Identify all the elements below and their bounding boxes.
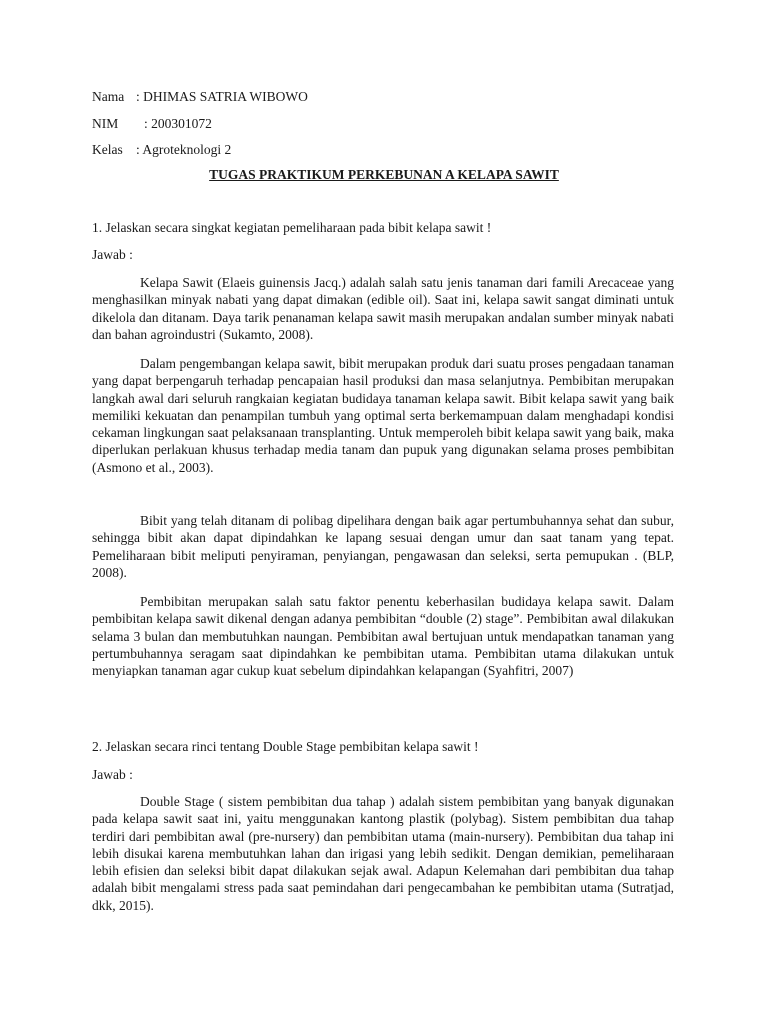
- class-label: Kelas: [92, 142, 123, 157]
- answer-label-2: Jawab :: [92, 767, 133, 782]
- q1-paragraph-1: Kelapa Sawit (Elaeis guinensis Jacq.) adalah salah satu jenis tanaman dari famili Arecaceae yang menghasilkan minyak nabati yang dapat dimakan (edible oil). Saat ini, kelapa sawit sangat diminati untuk dikelola dan ditanam. Daya tarik penanaman kelapa sawit masih merupakan andalan sumber minyak nabati dan bahan agroindustri (Sukamto, 2008).: [92, 275, 674, 342]
- name-label: Nama: [92, 89, 125, 104]
- class-line: [92, 141, 231, 159]
- question-1: 1. Jelaskan secara singkat kegiatan pemeliharaan pada bibit kelapa sawit !: [92, 220, 492, 235]
- class-value: : Agroteknologi 2: [136, 142, 232, 157]
- q1-paragraph-4: Pembibitan merupakan salah satu faktor penentu keberhasilan budidaya kelapa sawit. Dalam pembibitan kelapa sawit dikenal dengan adanya pembibitan “double (2) stage”. Pembibitan awal dilakukan selama 3 bulan dan membutuhkan naungan. Pembibitan awal bertujuan untuk mendapatkan tanaman yang pertumbuhannya seragam saat dipindahkan ke pembibitan utama. Pembibitan utama dilakukan untuk menyiapkan tanaman agar cukup kuat sebelum dipindahkan kelapangan (Syahfitri, 2007): [92, 594, 674, 679]
- q1-paragraph-2: Dalam pengembangan kelapa sawit, bibit merupakan produk dari suatu proses pengadaan tanaman yang dapat berpengaruh terhadap pencapaian hasil produksi dan masa selanjutnya. Pembibitan merupakan langkah awal dari seluruh rangkaian kegiatan budidaya tanaman kelapa sawit. Bibit kelapa sawit yang baik memiliki kekuatan dan penampilan tumbuh yang optimal serta berkemampuan dalam menghadapi kondisi cekaman lingkungan saat pelaksanaan transplanting. Untuk memperoleh bibit kelapa sawit yang baik, maka diperlukan perlakuan khusus terhadap media tanam dan pupuk yang digunakan selama proses pembibitan (Asmono et al., 2003).: [92, 356, 674, 475]
- answer-label-1: Jawab :: [92, 247, 133, 262]
- q2-paragraph-1: Double Stage ( sistem pembibitan dua tahap ) adalah sistem pembibitan yang banyak digunakan pada kelapa sawit saat ini, yaitu menggunakan kantong plastik (polybag). Sistem pembibitan dua tahap terdiri dari pembibitan awal (pre-nursery) dan pembibitan utama (main-nursery). Pembibitan dua tahap ini lebih disukai karena membutuhkan lahan dan irigasi yang lebih sedikit. Dengan demikian, pemeliharaan lebih efisien dan seleksi bibit dapat dilakukan sejak awal. Adapun Kelemahan dari pembibitan dua tahap adalah bibit mengalami stress pada saat pemindahan dari pengecambahan ke pembibitan utama (Sutratjad, dkk, 2015).: [92, 794, 674, 913]
- name-line: [92, 88, 308, 106]
- nim-label: NIM: [92, 116, 119, 131]
- name-value: : DHIMAS SATRIA WIBOWO: [136, 89, 308, 104]
- question-2: 2. Jelaskan secara rinci tentang Double Stage pembibitan kelapa sawit !: [92, 739, 479, 754]
- nim-line: [92, 115, 212, 133]
- q1-paragraph-3: Bibit yang telah ditanam di polibag dipelihara dengan baik agar pertumbuhannya sehat dan subur, sehingga bibit akan dapat dipindahkan ke lapang sesuai dengan umur dan saat tanam yang tepat. Pemeliharaan bibit meliputi penyiraman, penyiangan, pengawasan dan seleksi, serta pemupukan . (BLP, 2008).: [92, 513, 674, 580]
- nim-value: : 200301072: [144, 116, 212, 131]
- document-title: TUGAS PRAKTIKUM PERKEBUNAN A KELAPA SAWIT: [209, 167, 559, 182]
